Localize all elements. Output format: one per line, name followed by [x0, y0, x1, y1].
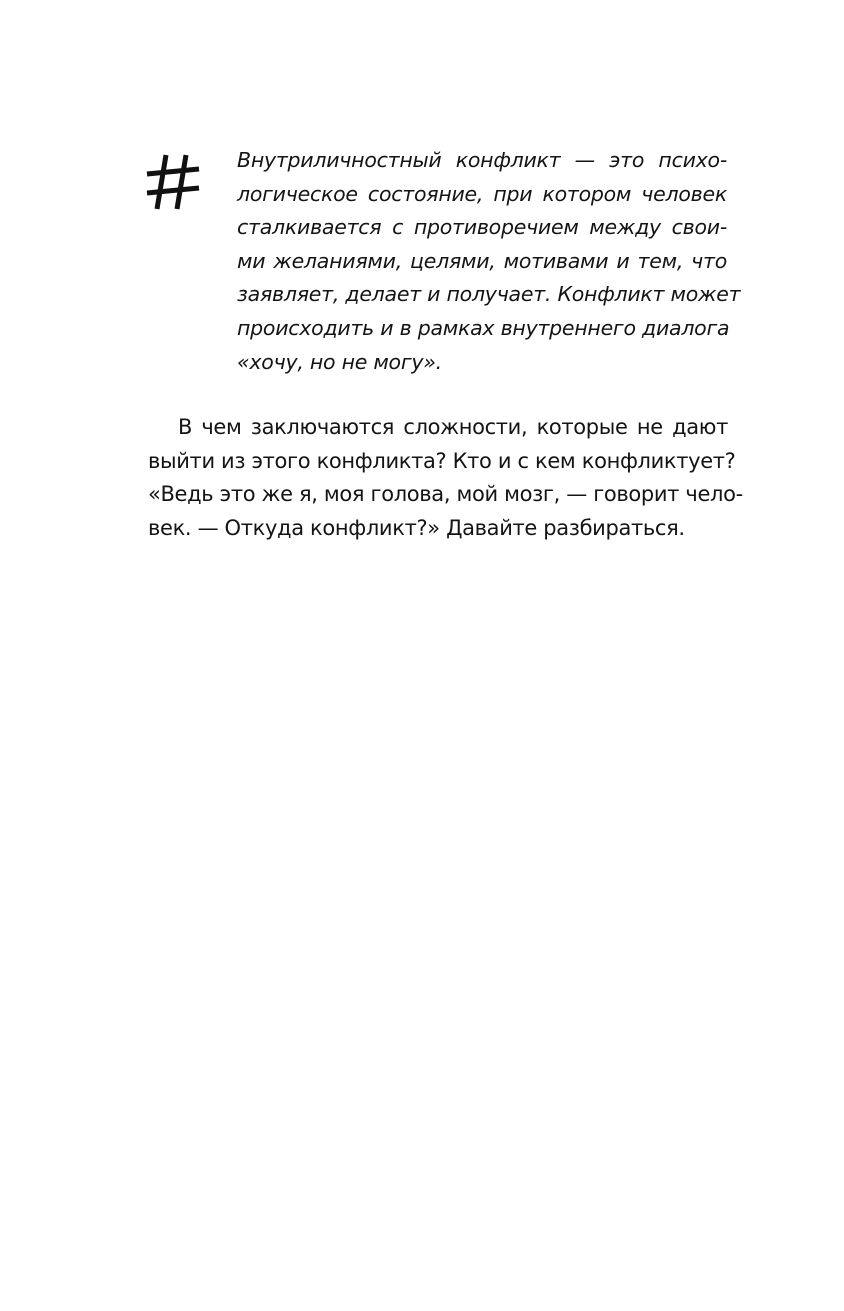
callout-line: ми желаниями, целями, мотивами и тем, что [237, 248, 727, 273]
body-line: В чем заключаются сложности, которые не дают [178, 415, 728, 439]
callout-line: сталкивается с противоречием между свои- [237, 215, 727, 240]
body-line: выйти из этого конфликта? Кто и с кем конфликтует? [148, 448, 736, 473]
callout-line: Внутриличностный конфликт — это психо- [237, 148, 727, 172]
body-paragraph [148, 411, 743, 545]
callout-line: происходить и в рамках внутреннего диалога [237, 315, 730, 340]
body-line: век. — Откуда конфликт?» Давайте разбираться. [148, 515, 685, 540]
callout-line: логическое состояние, при котором человек [237, 181, 727, 206]
callout-line: «хочу, но не могу». [237, 349, 442, 374]
body-line: «Ведь это же я, моя голова, мой мозг, — говорит чело- [148, 482, 743, 507]
hash-icon [145, 153, 201, 211]
definition-callout [237, 144, 741, 379]
callout-line: заявляет, делает и получает. Конфликт может [237, 282, 741, 307]
